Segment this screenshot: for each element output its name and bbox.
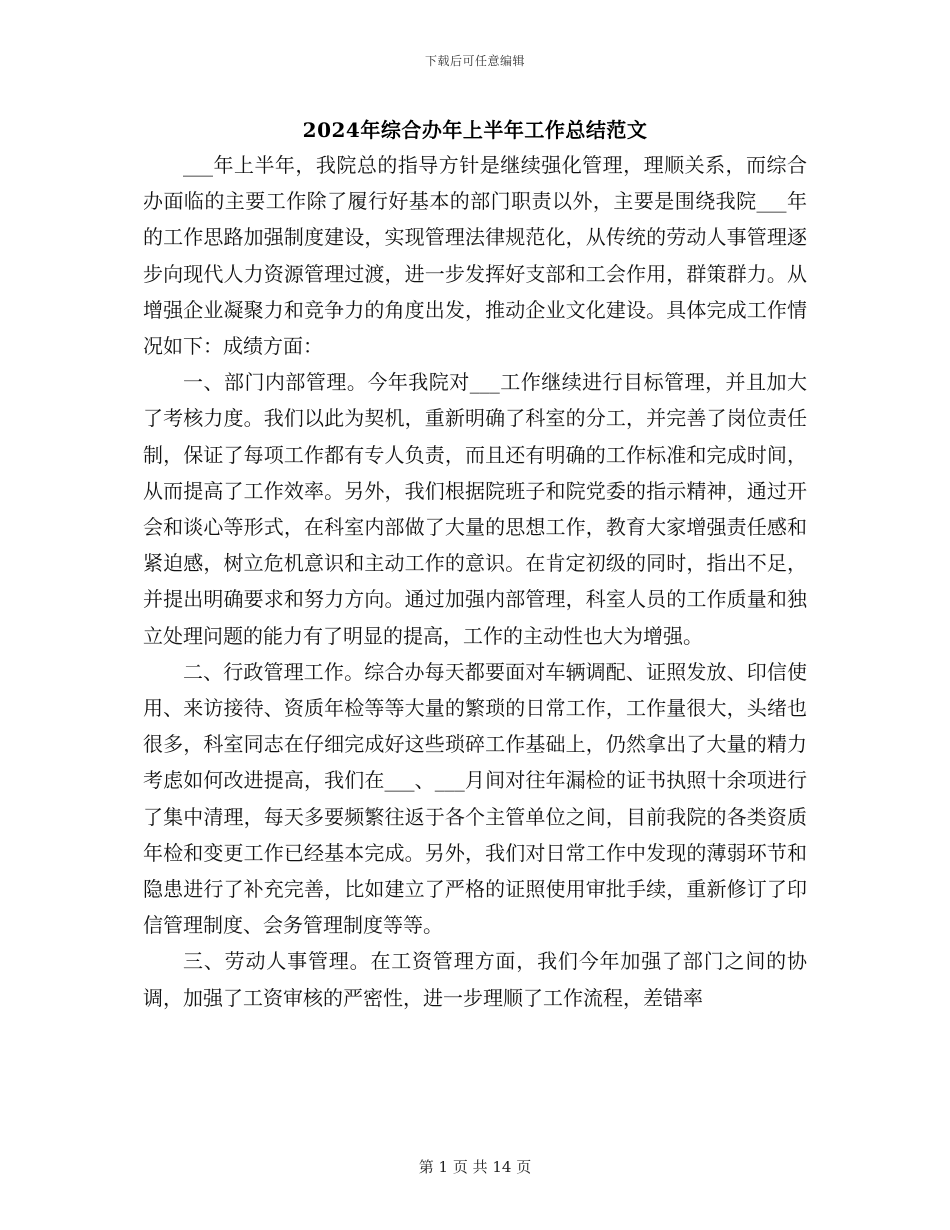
paragraph-administrative-work: 二、行政管理工作。综合办每天都要面对车辆调配、证照发放、印信使用、来访接待、资质年检等等大量的繁琐的日常工作，工作量很大，头绪也很多，科室同志在仔细完成好这些琐碎工作基础上，仍然拿出了大量的精力考虑如何改进提高，我们在___、___月间对往年漏检的证书执照十余项进行了集中清理，每天多要频繁往返于各个主管单位之间，目前我院的各类资质年检和变更工作已经基本完成。另外，我们对日常工作中发现的薄弱环节和隐患进行了补充完善，比如建立了严格的证照使用审批手续，重新修订了印信管理制度、会务管理制度等等。 — [143, 659, 807, 938]
paragraph-labor-personnel: 三、劳动人事管理。在工资管理方面，我们今年加强了部门之间的协调，加强了工资审核的严密性，进一步理顺了工作流程，差错率 — [143, 949, 807, 1010]
page-number: 第 1 页 共 14 页 — [418, 1158, 532, 1176]
paragraph-intro: ___年上半年，我院总的指导方针是继续强化管理，理顺关系，而综合办面临的主要工作除了履行好基本的部门职责以外，主要是围绕我院___年的工作思路加强制度建设，实现管理法律规范化，从传统的劳动人事管理逐步向现代人力资源管理过渡，进一步发挥好支部和工会作用，群策群力。从增强企业凝聚力和竞争力的角度出发，推动企业文化建设。具体完成工作情况如下：成绩方面： — [143, 153, 807, 359]
document-title: 2024年综合办年上半年工作总结范文 — [302, 118, 648, 142]
header-note: 下载后可任意编辑 — [424, 54, 525, 68]
document-body — [143, 147, 807, 1016]
paragraph-department-management: 一、部门内部管理。今年我院对___工作继续进行目标管理，并且加大了考核力度。我们以此为契机，重新明确了科室的分工，并完善了岗位责任制，保证了每项工作都有专人负责，而且还有明确的工作标准和完成时间，从而提高了工作效率。另外，我们根据院班子和院党委的指示精神，通过开会和谈心等形式，在科室内部做了大量的思想工作，教育大家增强责任感和紧迫感，树立危机意识和主动工作的意识。在肯定初级的同时，指出不足，并提出明确要求和努力方向。通过加强内部管理，科室人员的工作质量和独立处理问题的能力有了明显的提高，工作的主动性也大为增强。 — [143, 370, 807, 648]
